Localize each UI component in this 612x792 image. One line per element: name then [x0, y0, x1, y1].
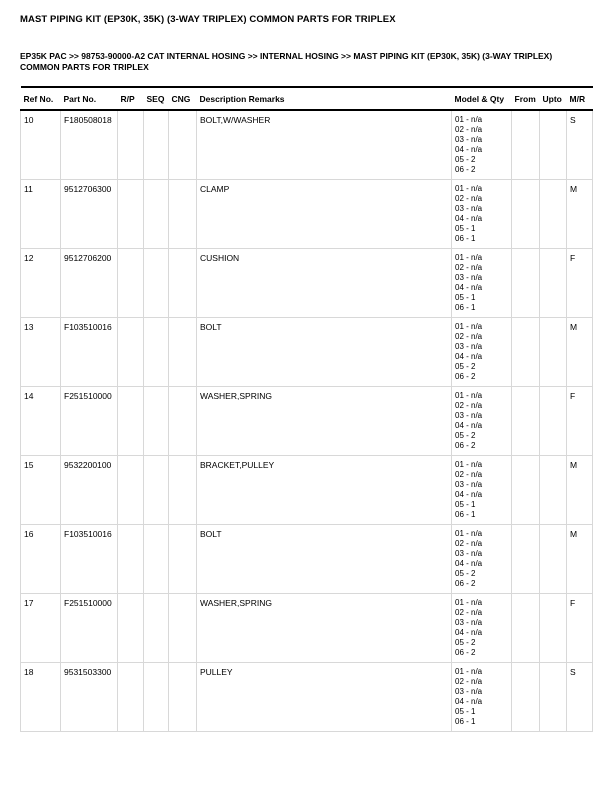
model-qty-line: 04 - n/a	[455, 214, 483, 224]
part-no-cell	[61, 456, 118, 525]
ref-no-value: 16	[24, 529, 34, 540]
model-qty-cell	[452, 180, 512, 249]
part-no-cell	[61, 249, 118, 318]
mr-cell	[567, 525, 593, 594]
rp-cell	[118, 594, 144, 663]
header-upto: Upto	[540, 87, 567, 110]
description-cell	[197, 318, 452, 387]
header-row	[21, 87, 593, 110]
breadcrumb: EP35K PAC >> 98753-90000-A2 CAT INTERNAL HOSING >> INTERNAL HOSING >> MAST PIPING KIT (EP30K, 35K) (3-WAY TRIPLEX) COMMON PARTS FOR TRIPLEX	[20, 51, 553, 73]
model-qty-line: 06 - 2	[455, 579, 476, 589]
model-qty-line: 03 - n/a	[455, 618, 483, 628]
upto-cell	[540, 387, 567, 456]
table-row	[21, 456, 593, 525]
model-qty-cell	[452, 663, 512, 732]
table-row	[21, 663, 593, 732]
header-description: Description Remarks	[197, 87, 452, 110]
ref-no-cell	[21, 318, 61, 387]
rp-cell	[118, 318, 144, 387]
model-qty-line: 04 - n/a	[455, 352, 483, 362]
seq-cell	[144, 663, 169, 732]
table-row	[21, 318, 593, 387]
description-value: BRACKET,PULLEY	[200, 460, 275, 471]
part-no-cell	[61, 525, 118, 594]
model-qty-line: 01 - n/a	[455, 460, 483, 470]
model-qty-line: 02 - n/a	[455, 263, 483, 273]
ref-no-value: 18	[24, 667, 34, 678]
model-qty-line: 03 - n/a	[455, 549, 483, 559]
table-row	[21, 110, 593, 180]
model-qty-line: 03 - n/a	[455, 480, 483, 490]
model-qty-line: 02 - n/a	[455, 125, 483, 135]
table-header	[21, 87, 593, 110]
ref-no-value: 12	[24, 253, 34, 264]
cng-cell	[169, 110, 197, 180]
model-qty-line: 04 - n/a	[455, 697, 483, 707]
upto-cell	[540, 456, 567, 525]
cng-cell	[169, 663, 197, 732]
model-qty-line: 02 - n/a	[455, 401, 483, 411]
cng-cell	[169, 594, 197, 663]
ref-no-cell	[21, 594, 61, 663]
mr-value: F	[570, 598, 576, 609]
model-qty-line: 06 - 1	[455, 510, 476, 520]
description-value: PULLEY	[200, 667, 233, 678]
part-no-value: 9531503300	[64, 667, 112, 678]
model-qty-cell	[452, 249, 512, 318]
model-qty-line: 06 - 2	[455, 165, 476, 175]
model-qty-cell	[452, 110, 512, 180]
ref-no-value: 15	[24, 460, 34, 471]
mr-value: M	[570, 184, 578, 195]
model-qty-line: 04 - n/a	[455, 490, 483, 500]
model-qty-line: 01 - n/a	[455, 184, 483, 194]
cng-cell	[169, 387, 197, 456]
seq-cell	[144, 180, 169, 249]
upto-cell	[540, 594, 567, 663]
rp-cell	[118, 387, 144, 456]
model-qty-line: 01 - n/a	[455, 391, 483, 401]
header-mr: M/R	[567, 87, 593, 110]
rp-cell	[118, 110, 144, 180]
part-no-value: F251510000	[64, 391, 112, 402]
cng-cell	[169, 525, 197, 594]
upto-cell	[540, 249, 567, 318]
description-cell	[197, 663, 452, 732]
description-value: CLAMP	[200, 184, 230, 195]
from-cell	[512, 594, 540, 663]
mr-value: M	[570, 529, 578, 540]
mr-value: M	[570, 322, 578, 333]
part-no-cell	[61, 663, 118, 732]
from-cell	[512, 249, 540, 318]
header-seq: SEQ	[144, 87, 169, 110]
part-no-value: F251510000	[64, 598, 112, 609]
upto-cell	[540, 110, 567, 180]
from-cell	[512, 456, 540, 525]
cng-cell	[169, 249, 197, 318]
model-qty-line: 03 - n/a	[455, 687, 483, 697]
ref-no-cell	[21, 387, 61, 456]
seq-cell	[144, 594, 169, 663]
from-cell	[512, 318, 540, 387]
from-cell	[512, 180, 540, 249]
mr-cell	[567, 180, 593, 249]
model-qty-line: 02 - n/a	[455, 677, 483, 687]
upto-cell	[540, 318, 567, 387]
description-cell	[197, 249, 452, 318]
description-value: CUSHION	[200, 253, 240, 264]
model-qty-line: 05 - 2	[455, 155, 476, 165]
part-no-value: 9512706200	[64, 253, 112, 264]
model-qty-line: 02 - n/a	[455, 194, 483, 204]
ref-no-cell	[21, 456, 61, 525]
parts-table	[20, 86, 593, 732]
model-qty-line: 05 - 1	[455, 224, 476, 234]
part-no-value: F103510016	[64, 529, 112, 540]
model-qty-line: 04 - n/a	[455, 421, 483, 431]
model-qty-line: 03 - n/a	[455, 411, 483, 421]
seq-cell	[144, 456, 169, 525]
header-model-qty: Model & Qty	[452, 87, 512, 110]
description-cell	[197, 110, 452, 180]
description-cell	[197, 180, 452, 249]
model-qty-cell	[452, 525, 512, 594]
description-cell	[197, 387, 452, 456]
ref-no-cell	[21, 525, 61, 594]
model-qty-line: 06 - 2	[455, 372, 476, 382]
page-title: MAST PIPING KIT (EP30K, 35K) (3-WAY TRIPLEX) COMMON PARTS FOR TRIPLEX	[20, 14, 396, 25]
seq-cell	[144, 110, 169, 180]
model-qty-line: 05 - 2	[455, 569, 476, 579]
seq-cell	[144, 387, 169, 456]
seq-cell	[144, 249, 169, 318]
model-qty-line: 05 - 2	[455, 431, 476, 441]
mr-cell	[567, 663, 593, 732]
ref-no-value: 17	[24, 598, 34, 609]
rp-cell	[118, 456, 144, 525]
model-qty-line: 06 - 2	[455, 648, 476, 658]
model-qty-line: 01 - n/a	[455, 115, 483, 125]
model-qty-line: 05 - 2	[455, 638, 476, 648]
mr-value: S	[570, 115, 576, 126]
ref-no-cell	[21, 180, 61, 249]
description-value: WASHER,SPRING	[200, 391, 272, 402]
mr-cell	[567, 594, 593, 663]
ref-no-value: 10	[24, 115, 34, 126]
description-value: WASHER,SPRING	[200, 598, 272, 609]
mr-cell	[567, 387, 593, 456]
seq-cell	[144, 525, 169, 594]
upto-cell	[540, 663, 567, 732]
rp-cell	[118, 525, 144, 594]
description-value: BOLT	[200, 322, 222, 333]
model-qty-line: 06 - 2	[455, 441, 476, 451]
cng-cell	[169, 456, 197, 525]
rp-cell	[118, 180, 144, 249]
ref-no-value: 13	[24, 322, 34, 333]
part-no-value: 9532200100	[64, 460, 112, 471]
mr-value: S	[570, 667, 576, 678]
model-qty-cell	[452, 594, 512, 663]
mr-value: F	[570, 253, 576, 264]
from-cell	[512, 525, 540, 594]
mr-cell	[567, 318, 593, 387]
part-no-value: F180508018	[64, 115, 112, 126]
mr-value: F	[570, 391, 576, 402]
ref-no-cell	[21, 110, 61, 180]
mr-cell	[567, 249, 593, 318]
ref-no-cell	[21, 663, 61, 732]
model-qty-line: 02 - n/a	[455, 608, 483, 618]
model-qty-line: 04 - n/a	[455, 559, 483, 569]
header-part-no: Part No.	[61, 87, 118, 110]
model-qty-line: 05 - 1	[455, 500, 476, 510]
model-qty-line: 06 - 1	[455, 303, 476, 313]
from-cell	[512, 387, 540, 456]
upto-cell	[540, 180, 567, 249]
seq-cell	[144, 318, 169, 387]
rp-cell	[118, 249, 144, 318]
model-qty-cell	[452, 318, 512, 387]
model-qty-cell	[452, 456, 512, 525]
model-qty-cell	[452, 387, 512, 456]
rp-cell	[118, 663, 144, 732]
part-no-value: F103510016	[64, 322, 112, 333]
table-row	[21, 594, 593, 663]
mr-cell	[567, 110, 593, 180]
header-rp: R/P	[118, 87, 144, 110]
part-no-cell	[61, 594, 118, 663]
model-qty-line: 02 - n/a	[455, 539, 483, 549]
table-row	[21, 249, 593, 318]
model-qty-line: 02 - n/a	[455, 470, 483, 480]
part-no-cell	[61, 387, 118, 456]
model-qty-line: 06 - 1	[455, 717, 476, 727]
model-qty-line: 05 - 1	[455, 293, 476, 303]
model-qty-line: 06 - 1	[455, 234, 476, 244]
part-no-cell	[61, 110, 118, 180]
from-cell	[512, 663, 540, 732]
model-qty-line: 05 - 1	[455, 707, 476, 717]
description-value: BOLT	[200, 529, 222, 540]
part-no-value: 9512706300	[64, 184, 112, 195]
description-cell	[197, 525, 452, 594]
ref-no-value: 14	[24, 391, 34, 402]
header-cng: CNG	[169, 87, 197, 110]
ref-no-value: 11	[24, 184, 33, 195]
model-qty-line: 01 - n/a	[455, 529, 483, 539]
header-ref-no: Ref No.	[21, 87, 61, 110]
model-qty-line: 03 - n/a	[455, 273, 483, 283]
upto-cell	[540, 525, 567, 594]
page-content	[20, 14, 592, 732]
model-qty-line: 01 - n/a	[455, 598, 483, 608]
description-cell	[197, 594, 452, 663]
mr-value: M	[570, 460, 578, 471]
header-from: From	[512, 87, 540, 110]
model-qty-line: 01 - n/a	[455, 322, 483, 332]
model-qty-line: 05 - 2	[455, 362, 476, 372]
model-qty-line: 03 - n/a	[455, 204, 483, 214]
table-row	[21, 180, 593, 249]
part-no-cell	[61, 318, 118, 387]
table-body	[21, 110, 593, 732]
model-qty-line: 04 - n/a	[455, 628, 483, 638]
part-no-cell	[61, 180, 118, 249]
model-qty-line: 03 - n/a	[455, 342, 483, 352]
from-cell	[512, 110, 540, 180]
ref-no-cell	[21, 249, 61, 318]
mr-cell	[567, 456, 593, 525]
model-qty-line: 03 - n/a	[455, 135, 483, 145]
description-cell	[197, 456, 452, 525]
table-row	[21, 525, 593, 594]
cng-cell	[169, 318, 197, 387]
table-row	[21, 387, 593, 456]
model-qty-line: 04 - n/a	[455, 283, 483, 293]
model-qty-line: 01 - n/a	[455, 667, 483, 677]
description-value: BOLT,W/WASHER	[200, 115, 271, 126]
model-qty-line: 01 - n/a	[455, 253, 483, 263]
model-qty-line: 04 - n/a	[455, 145, 483, 155]
model-qty-line: 02 - n/a	[455, 332, 483, 342]
cng-cell	[169, 180, 197, 249]
